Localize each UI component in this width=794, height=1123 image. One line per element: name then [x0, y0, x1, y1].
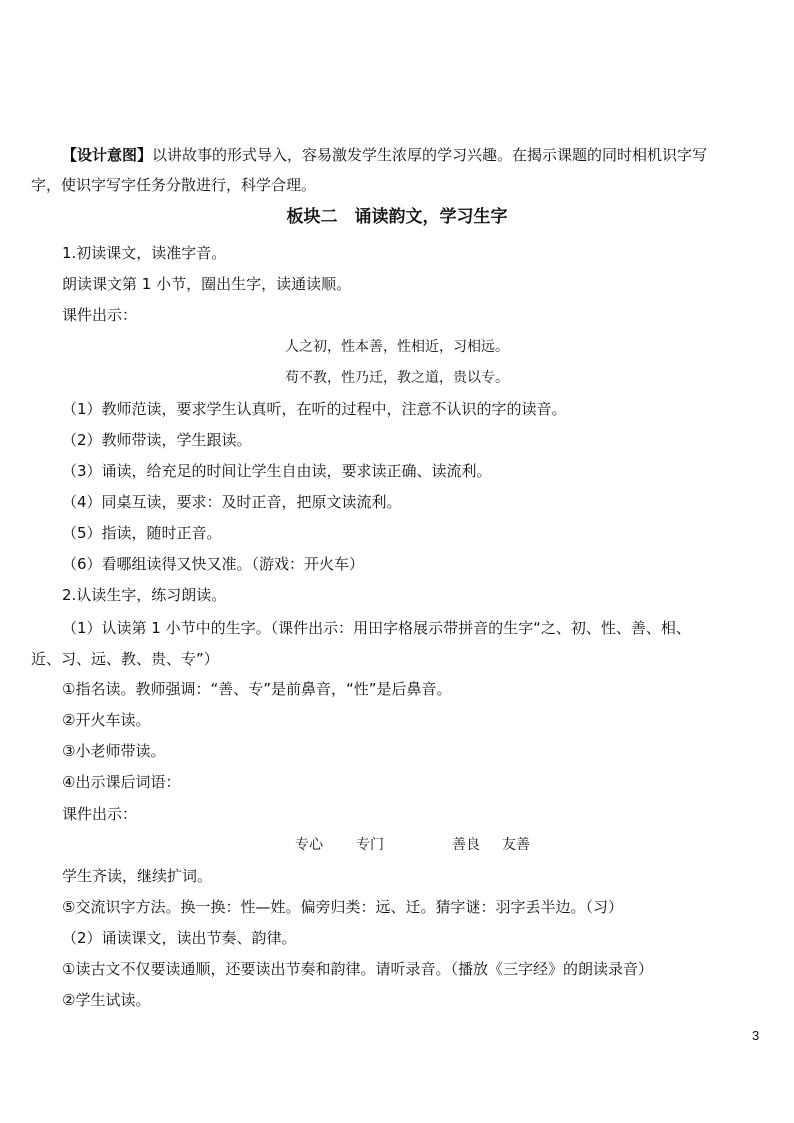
word-1: 专心 [295, 837, 323, 853]
verse-line-2: 苟不教，性乃迁，教之道，贵以专。 [285, 370, 509, 386]
circled-step-2: ②开火车读。 [62, 711, 151, 729]
circled-step-7: ②学生试读。 [62, 991, 151, 1009]
word-3: 善良 [452, 837, 480, 853]
sub-step-6: （6）看哪组读得又快又准。（游戏：开火车） [62, 555, 365, 573]
circled-step-3: ③小老师带读。 [62, 742, 166, 760]
char-reading-line-1: （1）认读第 1 小节中的生字。（课件出示：用田字格展示带拼音的生字“之、初、性、善、相、 [62, 619, 691, 637]
word-2: 专门 [356, 837, 384, 853]
char-reading-line-2: 近、习、远、教、贵、专”） [31, 650, 219, 668]
sub-step-4: （4）同桌互读，要求：及时正音，把原文读流利。 [62, 493, 402, 511]
recite-heading: （2）诵读课文，读出节奏、韵律。 [62, 929, 297, 947]
chorus-read-line: 学生齐读，继续扩词。 [62, 867, 213, 885]
courseware-label-2: 课件出示： [62, 805, 138, 823]
section-title: 板块二 诵读韵文，学习生字 [286, 207, 508, 227]
step-1-heading: 1.初读课文，读准字音。 [62, 244, 227, 262]
sub-step-1: （1）教师范读，要求学生认真听，在听的过程中，注意不认识的字的读音。 [62, 400, 567, 418]
step-2-heading: 2.认读生字，练习朗读。 [62, 586, 227, 604]
design-intent-line-2: 字，使识字写字任务分散进行，科学合理。 [31, 176, 317, 194]
circled-step-4: ④出示课后词语： [62, 773, 181, 791]
circled-step-6: ①读古文不仅要读通顺，还要读出节奏和韵律。请听录音。（播放《三字经》的朗读录音） [62, 960, 653, 978]
page-number: 3 [752, 1028, 760, 1043]
verse-line-1: 人之初，性本善，性相近，习相远。 [285, 339, 509, 355]
circled-step-5: ⑤交流识字方法。换一换：性—姓。偏旁归类：远、迁。猜字谜：羽字丢半边。（习） [62, 898, 623, 916]
sub-step-5: （5）指读，随时正音。 [62, 524, 222, 542]
read-instruction: 朗读课文第 1 小节，圈出生字，读通读顺。 [62, 275, 352, 293]
sub-step-2: （2）教师带读，学生跟读。 [62, 431, 252, 449]
design-intent-label: 【设计意图】 [62, 146, 153, 164]
circled-step-1: ①指名读。教师强调：“善、专”是前鼻音，“性”是后鼻音。 [62, 680, 452, 698]
design-intent-line-1 [62, 144, 762, 166]
courseware-label-1: 课件出示： [62, 306, 138, 324]
word-4: 友善 [502, 837, 530, 853]
sub-step-3: （3）诵读，给充足的时间让学生自由读，要求读正确、读流利。 [62, 462, 492, 480]
design-intent-text-1: 以讲故事的形式导入，容易激发学生浓厚的学习兴趣。在揭示课题的同时相机识字写 [152, 146, 708, 164]
